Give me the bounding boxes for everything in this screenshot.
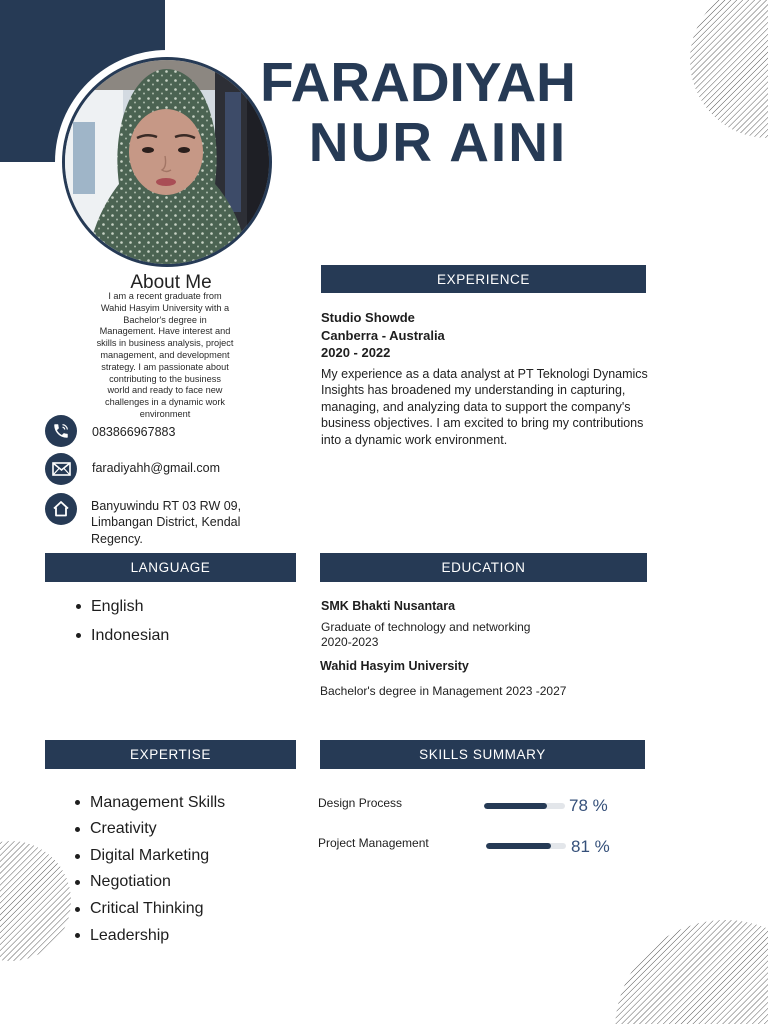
- name-second-line: NUR AINI: [308, 111, 568, 173]
- email-icon: [45, 453, 77, 485]
- expertise-header-label: EXPERTISE: [130, 747, 211, 762]
- about-line: world and ready to face new: [107, 385, 223, 396]
- skill-percent: 78 %: [569, 796, 608, 815]
- language-item: [91, 621, 169, 650]
- expertise-item-label: Creativity: [90, 820, 157, 838]
- expertise-item-label: Critical Thinking: [90, 900, 204, 918]
- bullet: [75, 907, 80, 912]
- hatched-circle-bottom-left: [0, 841, 71, 961]
- language-item-label: Indonesian: [91, 626, 170, 644]
- about-line: I am a recent graduate from: [108, 291, 222, 301]
- experience-description: [321, 366, 648, 449]
- language-header-label: LANGUAGE: [130, 560, 211, 575]
- expertise-item: [90, 790, 225, 817]
- experience-description-line: into a dynamic work environment.: [321, 432, 508, 447]
- expertise-item: [90, 923, 225, 950]
- phone-number: 083866967883: [92, 425, 176, 439]
- expertise-item: [90, 843, 225, 870]
- photo-window: [73, 122, 95, 194]
- expertise-item-label: Leadership: [90, 926, 170, 944]
- about-line: strategy. I am passionate about: [101, 361, 229, 372]
- about-paragraph: [80, 291, 250, 421]
- expertise-item-label: Negotiation: [90, 873, 171, 891]
- experience-description-line: business objectives. I am excited to bring my contributions: [321, 416, 644, 431]
- bullet: [75, 827, 80, 832]
- hatched-circle-bottom-right: [615, 920, 768, 1024]
- education-details: [320, 684, 566, 699]
- about-line: Bachelor's degree in: [123, 314, 207, 325]
- education-header: [320, 553, 647, 582]
- address-line: Regency.: [91, 531, 143, 546]
- lips: [156, 178, 176, 186]
- left-eye: [142, 147, 154, 153]
- skill-progress-fill: [486, 843, 551, 849]
- education-school: Wahid Hasyim University: [320, 659, 469, 673]
- about-line: environment: [139, 408, 191, 419]
- address-line: Banyuwindu RT 03 RW 09,: [91, 498, 242, 513]
- education-detail-line: 2020-2023: [321, 634, 379, 649]
- expertise-item: [90, 896, 225, 923]
- expertise-item-label: Management Skills: [90, 793, 226, 811]
- experience-period: 2020 - 2022: [321, 345, 391, 361]
- language-item: [91, 592, 169, 621]
- phone-icon: [45, 415, 77, 447]
- education-detail-line: Bachelor's degree in Management 2023 -2027: [320, 683, 567, 698]
- expertise-item: [90, 816, 225, 843]
- about-line: skills in business analysis, project: [96, 338, 234, 349]
- education-header-label: EDUCATION: [441, 560, 526, 575]
- language-header: [45, 553, 296, 582]
- about-line: Wahid Hasyim University with a: [100, 302, 230, 313]
- education-details: [321, 620, 530, 650]
- about-line: Management. Have interest and: [99, 326, 231, 337]
- expertise-list: [90, 790, 225, 950]
- skills-summary-header-label: SKILLS SUMMARY: [419, 747, 546, 762]
- home-icon: [45, 493, 77, 525]
- skill-name: Project Management: [318, 836, 429, 850]
- hatched-circle-top-right: [690, 0, 768, 138]
- about-heading: About Me: [130, 272, 212, 293]
- education-detail-line: Graduate of technology and networking: [321, 619, 531, 634]
- expertise-item-label: Digital Marketing: [90, 846, 210, 864]
- experience-description-line: My experience as a data analyst at PT Teknologi Dynamics: [321, 366, 648, 381]
- name-first-line: FARADIYAH: [260, 51, 576, 113]
- expertise-header: [45, 740, 296, 769]
- skill-percent: 81 %: [571, 837, 610, 856]
- bullet: [76, 604, 81, 609]
- language-item-label: English: [91, 597, 144, 615]
- experience-location: Canberra - Australia: [321, 327, 445, 343]
- skill-progress-fill: [484, 803, 547, 809]
- language-list: [91, 592, 169, 650]
- bullet: [75, 880, 80, 885]
- skills-summary-header: [320, 740, 645, 769]
- experience-description-line: managing, and analyzing data to support the company's: [321, 399, 631, 414]
- skill-name: Design Process: [318, 796, 403, 810]
- skill-progress-bar: [484, 803, 565, 809]
- about-line: contributing to the business: [109, 373, 221, 384]
- expertise-item: [90, 869, 225, 896]
- experience-description-line: Insights has broadened my understanding in capturing,: [321, 383, 626, 398]
- experience-company: Studio Showde: [321, 310, 415, 326]
- education-school: SMK Bhakti Nusantara: [321, 599, 456, 613]
- experience-meta: [321, 309, 445, 362]
- address-line: Limbangan District, Kendal: [91, 515, 241, 530]
- experience-header: [321, 265, 646, 293]
- right-eye: [178, 147, 190, 153]
- about-line: challenges in a dynamic work: [104, 397, 225, 408]
- skill-progress-bar: [486, 843, 566, 849]
- about-line: management, and development: [100, 349, 230, 360]
- bullet: [75, 854, 80, 859]
- experience-header-label: EXPERIENCE: [436, 271, 531, 287]
- bullet: [76, 633, 81, 638]
- email-address: faradiyahh@gmail.com: [92, 461, 221, 475]
- address: [91, 498, 241, 548]
